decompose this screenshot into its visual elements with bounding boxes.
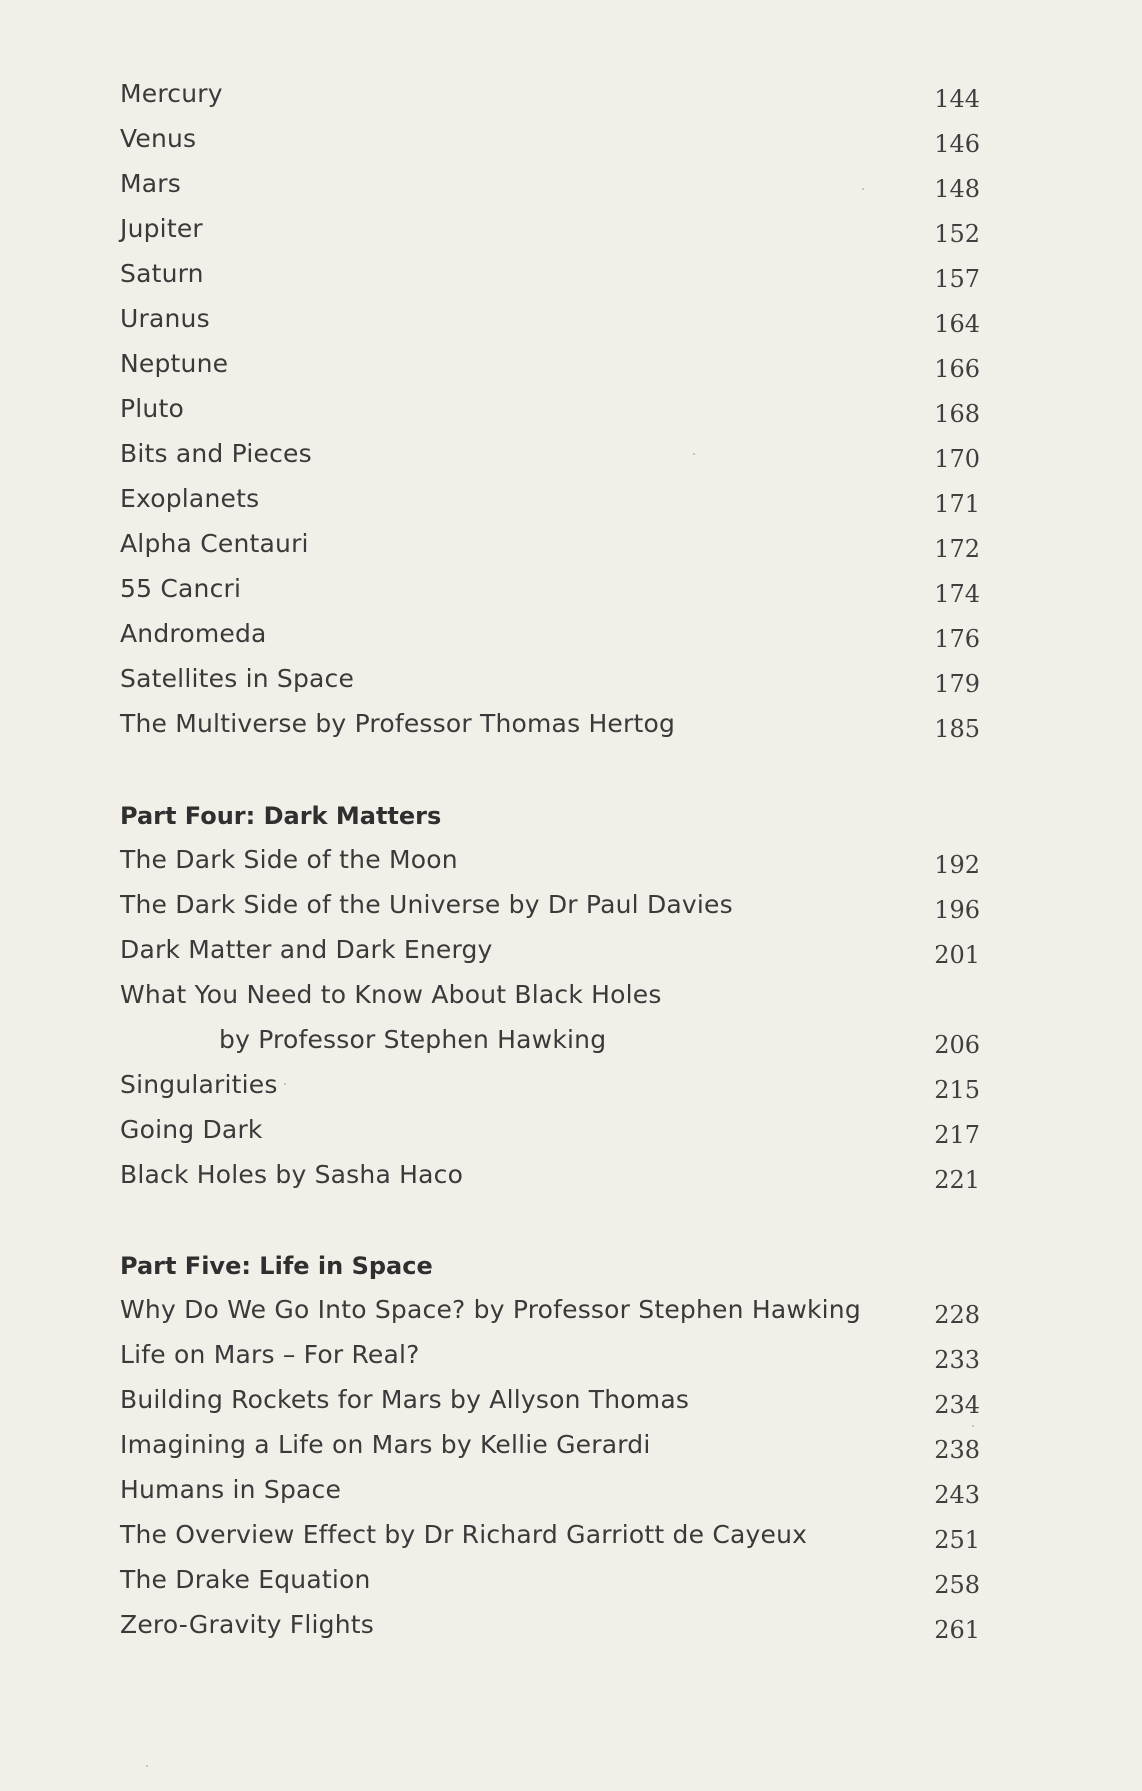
entry-page-number: 261 [934,1616,980,1644]
toc-entry [120,213,980,253]
entry-title: Satellites in Space [120,664,355,693]
entry-page-number: 238 [934,1436,980,1464]
entry-page-number: 172 [934,535,980,563]
paper-speck [693,453,695,455]
toc-entry [120,1564,980,1604]
toc-entry [120,889,980,929]
paper-speck [972,1425,974,1427]
entry-title: Venus [120,124,197,153]
entry-page-number: 168 [934,400,980,428]
entry-page-number: 196 [934,896,980,924]
entry-title: by Professor Stephen Hawking [219,1025,607,1054]
toc-entry [120,1069,980,1109]
entry-page-number: 176 [934,625,980,653]
toc-entry [120,1429,980,1469]
entry-title: Andromeda [120,619,267,648]
entry-page-number: 146 [934,130,980,158]
entry-title: The Dark Side of the Universe by Dr Paul Davies [120,890,733,919]
entry-title: Singularities [120,1070,278,1099]
entry-title: 55 Cancri [120,574,242,603]
toc-entry [120,1159,980,1199]
toc-entry [120,393,980,433]
entry-page-number: 152 [934,220,980,248]
toc-entry [120,934,980,974]
toc-entry [120,618,980,658]
toc-entry [120,1384,980,1424]
entry-page-number: 217 [934,1121,980,1149]
toc-entry [120,78,980,118]
entry-page-number: 251 [934,1526,980,1554]
toc-entry [120,1294,980,1334]
entry-page-number: 243 [934,1481,980,1509]
entry-title: Pluto [120,394,184,423]
entry-title: Dark Matter and Dark Energy [120,935,493,964]
entry-title: Life on Mars – For Real? [120,1340,420,1369]
toc-entry [120,573,980,613]
toc-entry [120,844,980,884]
entry-page-number: 221 [934,1166,980,1194]
entry-title: Mars [120,169,181,198]
entry-page-number: 206 [934,1031,980,1059]
toc-entry [120,1339,980,1379]
toc-entry [120,168,980,208]
toc-entry [120,1474,980,1514]
entry-page-number: 234 [934,1391,980,1419]
entry-title: Uranus [120,304,210,333]
toc-entry [120,258,980,298]
toc-entry [120,438,980,478]
toc-entry [120,708,980,748]
entry-title: Exoplanets [120,484,260,513]
entry-title: What You Need to Know About Black Holes [120,980,662,1009]
part-four-heading: Part Four: Dark Matters [120,802,442,830]
entry-page-number: 174 [934,580,980,608]
toc-entry [120,663,980,703]
entry-page-number: 170 [934,445,980,473]
toc-entry [120,123,980,163]
entry-title: Zero-Gravity Flights [120,1610,374,1639]
toc-entry [120,1609,980,1649]
toc-entry [120,1519,980,1559]
entry-page-number: 258 [934,1571,980,1599]
entry-title: Going Dark [120,1115,263,1144]
paper-speck [862,188,864,190]
toc-entry [120,1114,980,1154]
entry-title: The Overview Effect by Dr Richard Garriott de Cayeux [120,1520,808,1549]
entry-page-number: 171 [934,490,980,518]
entry-title: Alpha Centauri [120,529,309,558]
entry-page-number: 157 [934,265,980,293]
toc-entry [120,528,980,568]
toc-entry [120,303,980,343]
entry-page-number: 179 [934,670,980,698]
entry-title: The Multiverse by Professor Thomas Hertog [120,709,676,738]
entry-title: Saturn [120,259,204,288]
entry-page-number: 144 [934,85,980,113]
entry-title: The Drake Equation [120,1565,371,1594]
entry-page-number: 201 [934,941,980,969]
entry-page-number: 185 [934,715,980,743]
entry-title: Building Rockets for Mars by Allyson Thomas [120,1385,690,1414]
entry-title: Jupiter [120,214,203,243]
entry-title: Bits and Pieces [120,439,312,468]
entry-page-number: 228 [934,1301,980,1329]
entry-page-number: 233 [934,1346,980,1374]
toc-entry [120,979,980,1019]
toc-entry [120,483,980,523]
entry-page-number: 148 [934,175,980,203]
paper-speck [284,1083,286,1085]
entry-title: Black Holes by Sasha Haco [120,1160,464,1189]
entry-title: Imagining a Life on Mars by Kellie Gerardi [120,1430,651,1459]
entry-title: Neptune [120,349,229,378]
entry-page-number: 166 [934,355,980,383]
part-five-heading: Part Five: Life in Space [120,1252,433,1280]
entry-title: The Dark Side of the Moon [120,845,458,874]
entry-title: Humans in Space [120,1475,342,1504]
entry-page-number: 215 [934,1076,980,1104]
paper-speck [146,1765,148,1767]
entry-page-number: 164 [934,310,980,338]
entry-title: Mercury [120,79,223,108]
toc-entry-continuation [120,1024,980,1064]
toc-entry [120,348,980,388]
entry-title: Why Do We Go Into Space? by Professor Stephen Hawking [120,1295,861,1324]
entry-page-number: 192 [934,851,980,879]
